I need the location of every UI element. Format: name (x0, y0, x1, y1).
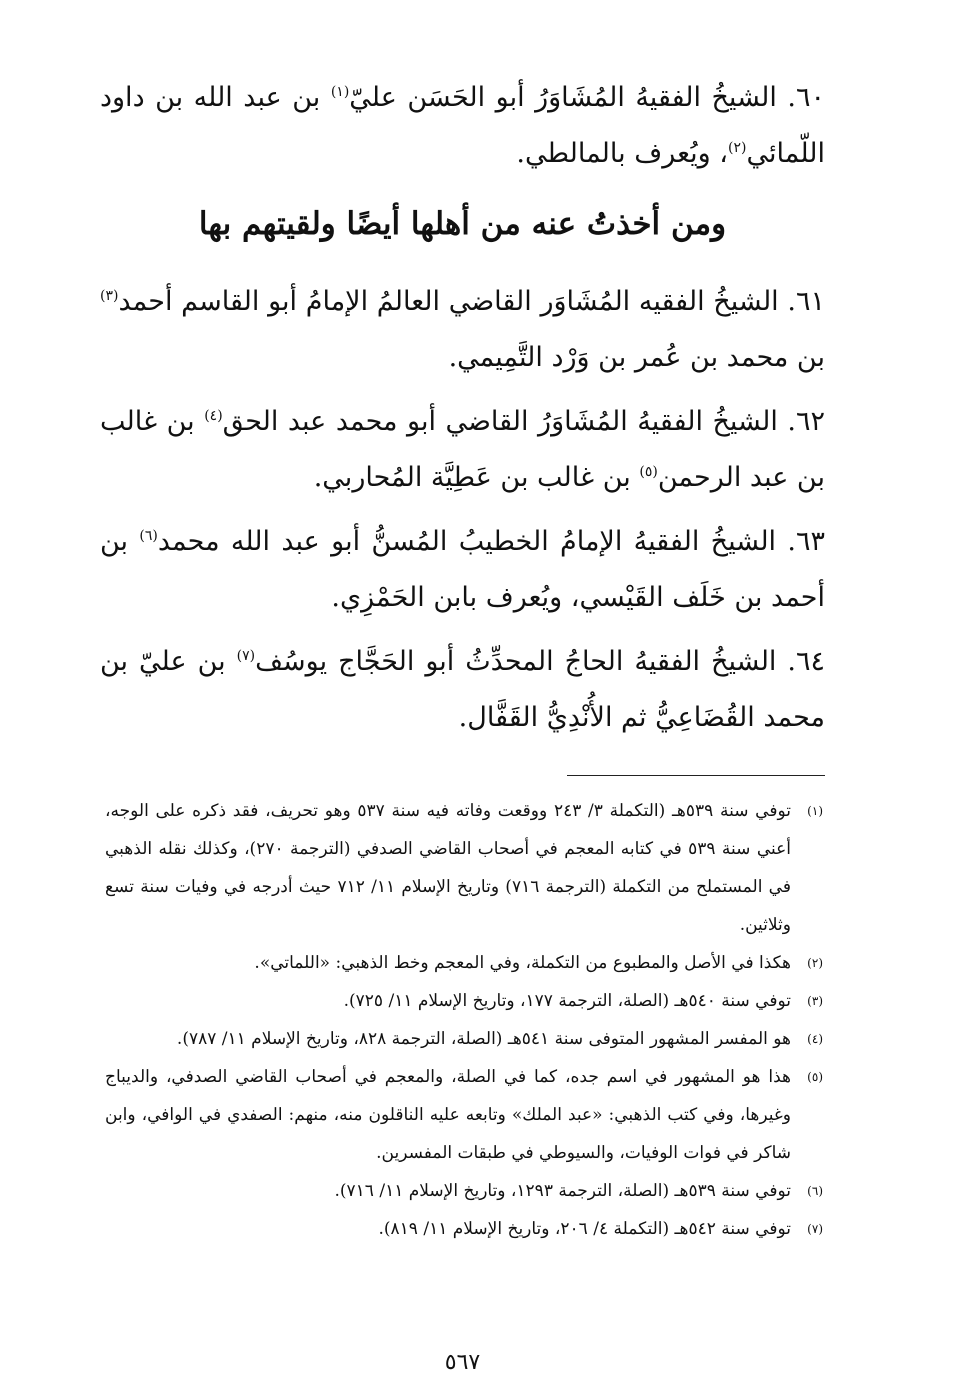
footnote-divider (567, 775, 825, 776)
footnote-ref[interactable]: (٣) (100, 288, 119, 304)
entry-text: بن غالب بن عبد الرحمن (100, 406, 825, 493)
footnote-7 (105, 1210, 825, 1248)
entry-61 (100, 274, 825, 386)
footnote-ref[interactable]: (٤) (204, 408, 223, 424)
entry-text: ٦٠. الشيخُ الفقيهُ المُشَاوَرُ أبو الحَسَن عليّ (349, 82, 825, 113)
entry-64 (100, 634, 825, 746)
footnotes (105, 792, 825, 1248)
section-heading: ومن أخذتُ عنه من أهلها أيضًا ولقيتهم بها (198, 206, 727, 242)
entry-text: ٦٢. الشيخُ الفقيهُ المُشَاوَرُ القاضي أبو محمد عبد الحق (222, 406, 825, 437)
footnote-mark: (٥) (807, 1070, 823, 1084)
footnote-mark: (٧) (807, 1222, 823, 1236)
footnote-mark: (٢) (807, 956, 823, 970)
entry-text: بن محمد بن عُمر بن وَرْد التَّمِيمي. (448, 342, 825, 373)
footnote-text: هكذا في الأصل والمطبوع من التكملة، وفي المعجم وخط الذهبي: «اللماتي». (254, 953, 791, 973)
footnote-ref[interactable]: (٦) (139, 528, 158, 544)
footnote-mark: (٤) (807, 1032, 823, 1046)
footnote-text: هذا هو المشهور في اسم جده، كما في الصلة، والمعجم في أصحاب القاضي الصدفي، والديباج وغيرها، وفي كتب الذهبي: «عبد الملك» وتابعه عليه الناقلون منه، منهم: الصفدي في الوافي، وابن شاكر في فوات الوفيات، والسيوطي في طبقات المفسرين. (105, 1067, 791, 1163)
footnote-mark: (٣) (807, 994, 823, 1008)
entry-60 (100, 70, 825, 182)
entry-text: ٦١. الشيخُ الفقيه المُشَاوَر القاضي العالمُ الإمامُ أبو القاسم أحمد (118, 286, 825, 317)
footnote-6 (105, 1172, 825, 1210)
footnote-mark: (١) (807, 804, 823, 818)
entry-text: بن غالب بن عَطِيَّة المُحاربي. (313, 462, 640, 493)
footnote-1 (105, 792, 825, 944)
footnote-ref[interactable]: (٧) (236, 648, 256, 664)
entry-text: ٦٣. الشيخُ الفقيهُ الإمامُ الخطيبُ المُسنُّ أبو عبد الله محمد (157, 526, 825, 557)
entry-text: بن عبد الله بن داود اللّمائي (100, 82, 825, 169)
footnote-text: هو المفسر المشهور المتوفى سنة ٥٤١هـ (الصلة، الترجمة ٨٢٨، وتاريخ الإسلام ١١/ ٧٨٧). (176, 1029, 791, 1049)
entry-text: بن عليّ بن محمد القُضَاعِيُّ ثم الأُنْدِيُّ القَفَّال. (100, 646, 825, 733)
entry-63 (100, 514, 825, 626)
page-number: ٥٦٧ (444, 1350, 481, 1375)
footnote-text: توفي سنة ٥٤٠هـ (الصلة، الترجمة ١٧٧، وتاريخ الإسلام ١١/ ٧٢٥). (343, 991, 791, 1011)
entry-text: ٦٤. الشيخُ الفقيهُ الحاجُ المحدِّثُ أبو الحَجَّاج يوسُف (255, 646, 825, 677)
entry-62 (100, 394, 825, 506)
footnote-text: توفي سنة ٥٣٩هـ (الصلة، الترجمة ١٢٩٣، وتاريخ الإسلام ١١/ ٧١٦). (334, 1181, 791, 1201)
page-body (100, 70, 825, 1375)
footnote-2 (105, 944, 825, 982)
entry-text: ، ويُعرف بالمالطي. (516, 138, 728, 169)
entry-text: بن أحمد بن خَلَف القَيْسي، ويُعرف بابن الحَمْزِي. (100, 526, 825, 613)
footnote-3 (105, 982, 825, 1020)
footnote-4 (105, 1020, 825, 1058)
footnote-ref[interactable]: (٥) (639, 464, 658, 480)
footnote-mark: (٦) (807, 1184, 823, 1198)
footnote-ref[interactable]: (٢) (728, 140, 747, 156)
footnote-ref[interactable]: (١) (330, 84, 350, 100)
footnote-text: توفي سنة ٥٤٢هـ (التكملة ٤/ ٢٠٦، وتاريخ الإسلام ١١/ ٨١٩). (378, 1219, 791, 1239)
footnote-text: توفي سنة ٥٣٩هـ (التكملة ٣/ ٢٤٣ ووقعت وفاته فيه سنة ٥٣٧ وهو تحريف، فقد ذكره على الوجه، أعني سنة ٥٣٩ في كتابه المعجم في أصحاب القاضي الصدفي (الترجمة ٢٧٠)، وكذلك نقله الذهبي في المستملح من التكملة (الترجمة ٧١٦) وتاريخ الإسلام ١١/ ٧١٢ حيث أدرجه في وفيات سنة تسع وثلاثين. (105, 801, 791, 935)
footnote-5 (105, 1058, 825, 1172)
